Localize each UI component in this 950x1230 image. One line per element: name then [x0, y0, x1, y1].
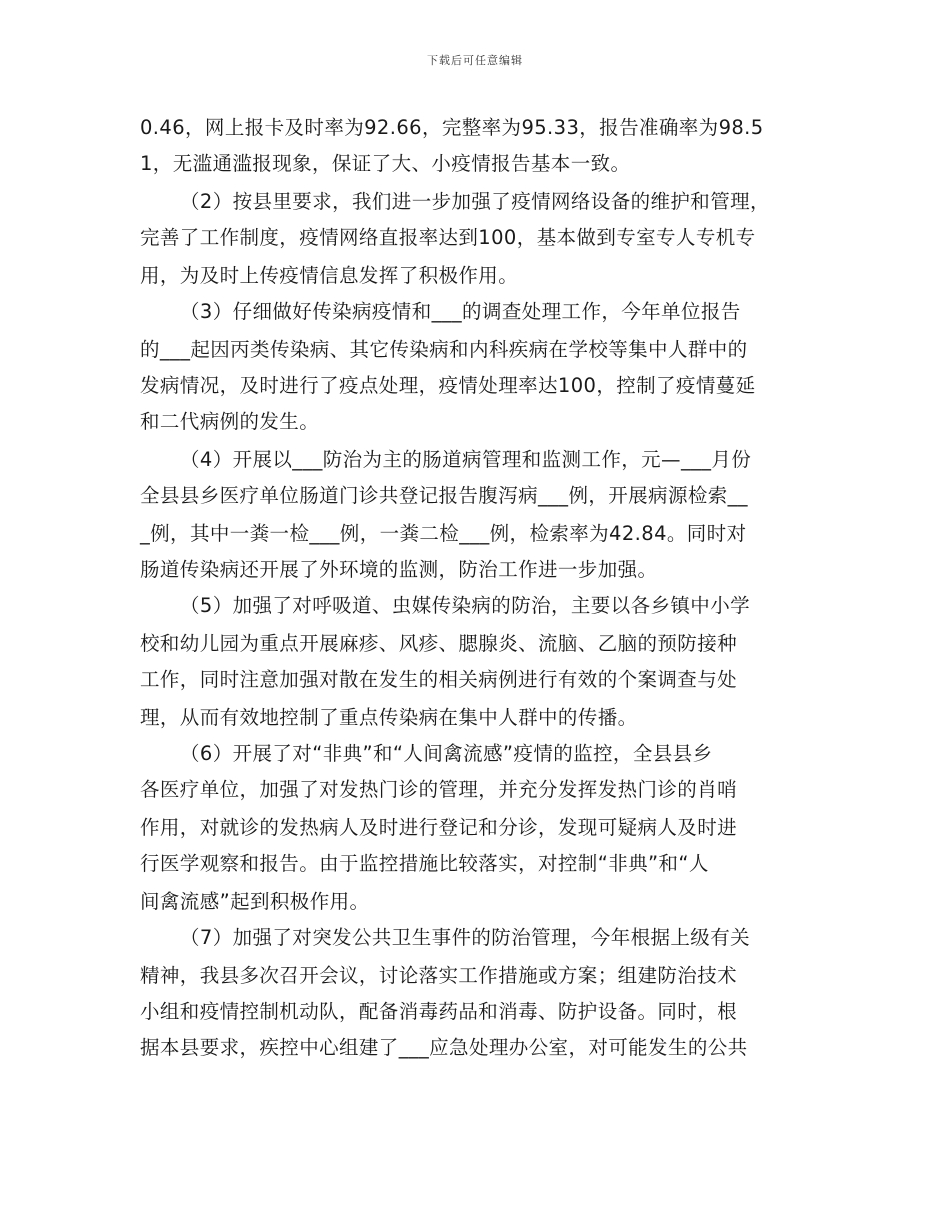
paragraph-4-first-line: （4）开展以___防治为主的肠道病管理和监测工作，元—___月份 — [180, 448, 752, 471]
text-line: 的___起因丙类传染病、其它传染病和内科疾病在学校等集中人群中的 — [140, 338, 748, 361]
text-line: 行医学观察和报告。由于监控措施比较落实，对控制“非典”和“人 — [140, 852, 709, 875]
text-line: 0.46，网上报卡及时率为92.66，完整率为95.33，报告准确率为98.5 — [140, 116, 764, 139]
text-line: 用，为及时上传疫情信息发挥了积极作用。 — [140, 264, 519, 287]
text-line: 各医疗单位，加强了对发热门诊的管理，并充分发挥发热门诊的肖哨 — [140, 778, 738, 801]
text-line: _例，其中一粪一检___例，一粪二检___例，检索率为42.84。同时对 — [140, 522, 747, 545]
paragraph-3-first-line: （3）仔细做好传染病疫情和___的调查处理工作，今年单位报告 — [180, 300, 741, 323]
text-line: 校和幼儿园为重点开展麻疹、风疹、腮腺炎、流脑、乙脑的预防接种 — [140, 632, 738, 655]
text-line: 肠道传染病还开展了外环境的监测，防治工作进一步加强。 — [140, 558, 658, 581]
text-line: 作用，对就诊的发热病人及时进行登记和分诊，发现可疑病人及时进 — [140, 816, 738, 839]
text-line: 精神，我县多次召开会议，讨论落实工作措施或方案；组建防治技术 — [140, 964, 738, 987]
text-line: 间禽流感”起到积极作用。 — [140, 890, 370, 913]
paragraph-7-first-line: （7）加强了对突发公共卫生事件的防治管理，今年根据上级有关 — [180, 926, 751, 949]
paragraph-5-first-line: （5）加强了对呼吸道、虫媒传染病的防治，主要以各乡镇中小学 — [180, 594, 751, 617]
page-header: 下载后可任意编辑 — [427, 54, 523, 67]
text-line: 据本县要求，疾控中心组建了___应急处理办公室，对可能发生的公共 — [140, 1036, 748, 1059]
text-line: 小组和疫情控制机动队，配备消毒药品和消毒、防护设备。同时，根 — [140, 1000, 738, 1023]
text-line: 1，无滥通滥报现象，保证了大、小疫情报告基本一致。 — [140, 152, 631, 175]
text-line: 完善了工作制度，疫情网络直报率达到100，基本做到专室专人专机专 — [140, 226, 756, 249]
text-line: 全县县乡医疗单位肠道门诊共登记报告腹泻病___例，开展病源检索__ — [140, 484, 748, 507]
text-line: 理，从而有效地控制了重点传染病在集中人群中的传播。 — [140, 706, 638, 729]
paragraph-6-first-line: （6）开展了对“非典”和“人间禽流感”疫情的监控，全县县乡 — [180, 742, 713, 765]
text-line: 发病情况，及时进行了疫点处理，疫情处理率达100，控制了疫情蔓延 — [140, 374, 756, 397]
text-line: 和二代病例的发生。 — [140, 410, 320, 433]
text-line: 工作，同时注意加强对散在发生的相关病例进行有效的个案调查与处 — [140, 668, 738, 691]
paragraph-2-first-line: （2）按县里要求，我们进一步加强了疫情网络设备的维护和管理， — [180, 190, 770, 213]
